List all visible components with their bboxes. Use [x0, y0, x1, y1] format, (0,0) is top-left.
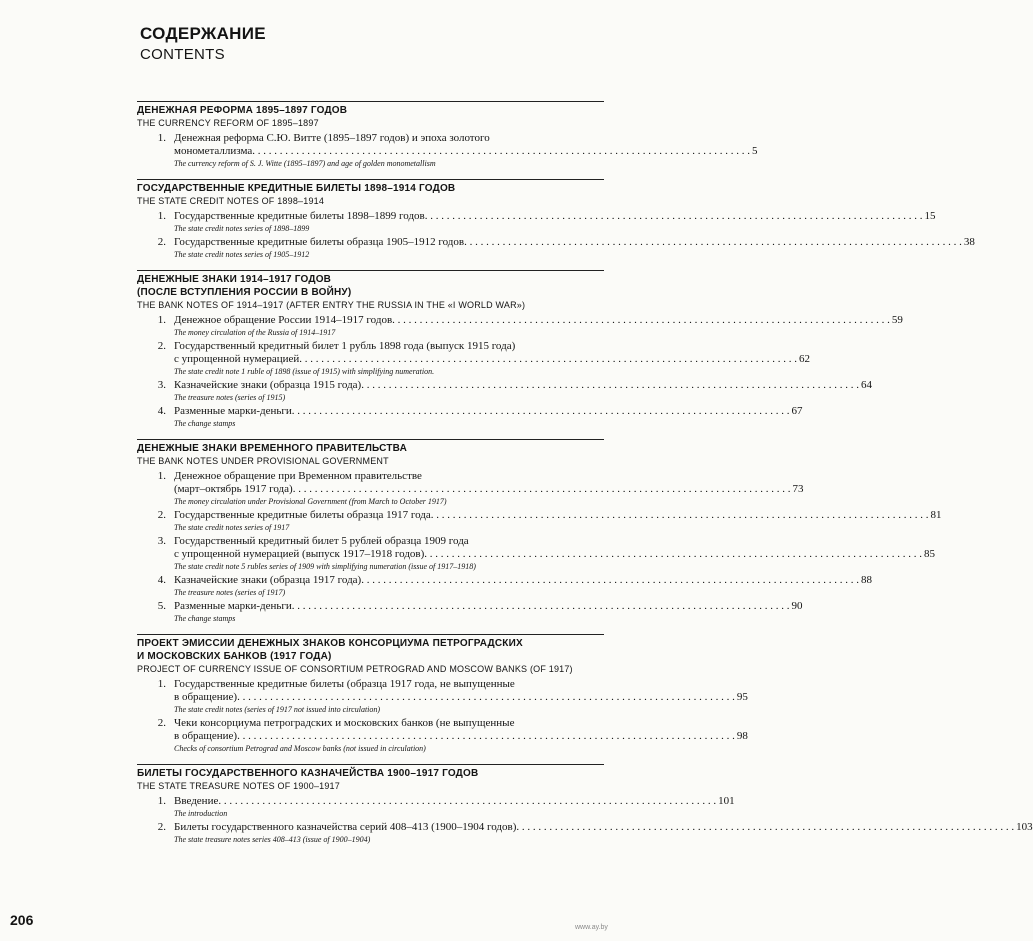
- entry-number: 3.: [157, 379, 166, 391]
- entry-title-en: The currency reform of S. J. Witte (1895–1897) and age of golden monometallism: [174, 159, 436, 168]
- toc-entry[interactable]: [137, 470, 804, 507]
- toc-section: [137, 179, 975, 260]
- dot-leader: [361, 379, 859, 392]
- entry-title-line1: Денежное обращение при Временном правительстве: [174, 470, 422, 482]
- entry-title: с упрощенной нумерацией: [174, 353, 300, 365]
- entry-title-en: The state credit note 1 ruble of 1898 (issue of 1915) with simplifying numeration.: [174, 367, 435, 376]
- watermark: www.ay.by: [575, 924, 608, 931]
- toc-entry[interactable]: [137, 717, 748, 754]
- entry-title-en: The state treasure notes series 408–413 (issue of 1900–1904): [174, 835, 371, 844]
- entry-title: в обращение): [174, 691, 238, 703]
- section-header: [137, 270, 604, 311]
- toc-entry[interactable]: [137, 795, 735, 819]
- section-title-ru: ДЕНЕЖНАЯ РЕФОРМА 1895–1897 ГОДОВ: [137, 105, 348, 116]
- entry-title-line1: Государственный кредитный билет 5 рублей образца 1909 года: [174, 535, 469, 547]
- section-title-en: PROJECT OF CURRENCY ISSUE OF CONSORTIUM PETROGRAD AND MOSCOW BANKS (OF 1917): [137, 664, 573, 674]
- page-title: СОДЕРЖАНИЕ: [140, 24, 266, 43]
- entry-title-en: The introduction: [174, 809, 228, 818]
- entry-page-number: 81: [930, 509, 942, 521]
- page-subtitle: CONTENTS: [140, 46, 225, 63]
- entry-title-en: The state credit notes series of 1905–1912: [174, 250, 310, 259]
- section-title-ru: БИЛЕТЫ ГОСУДАРСТВЕННОГО КАЗНАЧЕЙСТВА 1900–1917 ГОДОВ: [137, 768, 479, 779]
- dot-leader: [252, 145, 750, 158]
- section-title-en: THE BANK NOTES UNDER PROVISIONAL GOVERNMENT: [137, 456, 389, 466]
- entry-number: 5.: [157, 600, 166, 612]
- entry-page-number: 67: [791, 405, 803, 417]
- entry-page-number: 59: [891, 314, 903, 326]
- entry-title-en: Checks of consortium Petrograd and Moscow banks (not issued in circulation): [174, 744, 426, 753]
- toc-section: [137, 270, 903, 429]
- entry-page-number: 101: [718, 795, 735, 807]
- dot-leader: [464, 236, 962, 249]
- section-title-ru-line2: (ПОСЛЕ ВСТУПЛЕНИЯ РОССИИ В ВОЙНУ): [137, 287, 352, 298]
- section-title-en: THE CURRENCY REFORM OF 1895–1897: [137, 118, 319, 128]
- toc-entry[interactable]: [137, 574, 872, 598]
- section-header: [137, 101, 604, 129]
- toc-entry[interactable]: [137, 314, 903, 338]
- page-number: 206: [10, 912, 34, 928]
- toc-entry[interactable]: [137, 236, 975, 260]
- entry-title: Государственные кредитные билеты образца 1917 года: [174, 509, 431, 521]
- entry-title-en: The money circulation under Provisional Government (from March to October 1917): [174, 497, 447, 506]
- entry-title-line1: Чеки консорциума петроградских и московских банков (не выпущенные: [174, 717, 515, 729]
- entry-number: 2.: [157, 236, 166, 248]
- entry-title: (март–октябрь 1917 года): [174, 483, 293, 495]
- entry-number: 1.: [157, 314, 166, 326]
- entry-number: 1.: [157, 795, 166, 807]
- section-header: [137, 439, 604, 467]
- dot-leader: [292, 405, 790, 418]
- dot-leader: [392, 314, 890, 327]
- entry-title-line1: Государственные кредитные билеты (образца 1917 года, не выпущенные: [174, 678, 515, 690]
- dot-leader: [237, 691, 735, 704]
- toc-section: [137, 101, 758, 169]
- entry-page-number: 98: [736, 730, 748, 742]
- section-title-en: THE STATE TREASURE NOTES OF 1900–1917: [137, 781, 340, 791]
- entry-title: Введение: [174, 795, 219, 807]
- entry-title: с упрощенной нумерацией (выпуск 1917–1918 годов): [174, 548, 425, 560]
- entry-number: 1.: [157, 470, 166, 482]
- toc-entry[interactable]: [137, 405, 803, 429]
- section-title-en: THE BANK NOTES OF 1914–1917 (AFTER ENTRY THE RUSSIA IN THE «I WORLD WAR»): [137, 300, 526, 310]
- entry-title: Разменные марки-деньги: [174, 405, 292, 417]
- entry-title-en: The state credit notes series of 1917: [174, 523, 290, 532]
- toc-entry[interactable]: [137, 210, 936, 234]
- dot-leader: [218, 795, 716, 808]
- entry-page-number: 85: [924, 548, 936, 560]
- entry-title-line1: Государственный кредитный билет 1 рубль 1898 года (выпуск 1915 года): [174, 340, 516, 352]
- entry-page-number: 38: [963, 236, 975, 248]
- section-header: [137, 764, 604, 792]
- entry-title-line1: Денежная реформа С.Ю. Витте (1895–1897 годов) и эпоха золотого: [174, 132, 490, 144]
- section-title-en: THE STATE CREDIT NOTES OF 1898–1914: [137, 196, 325, 206]
- entry-page-number: 95: [736, 691, 748, 703]
- entry-number: 1.: [157, 210, 166, 222]
- toc-entry[interactable]: [137, 379, 872, 403]
- entry-title: Государственные кредитные билеты 1898–1899 годов: [174, 210, 425, 222]
- entry-number: 2.: [157, 717, 166, 729]
- section-title-ru-line2: И МОСКОВСКИХ БАНКОВ (1917 ГОДА): [137, 651, 332, 662]
- entry-number: 1.: [157, 678, 166, 690]
- toc-section: [137, 764, 1033, 845]
- entry-title: Билеты государственного казначейства серий 408–413 (1900–1904 годов): [174, 821, 517, 833]
- dot-leader: [516, 821, 1014, 834]
- entry-title-en: The state credit note 5 rubles series of 1909 with simplifying numeration (issue of 1917–1918): [174, 562, 476, 571]
- entry-page-number: 5: [751, 145, 758, 157]
- entry-title-en: The treasure notes (series of 1917): [174, 588, 286, 597]
- entry-page-number: 88: [860, 574, 872, 586]
- entry-title: Денежное обращение России 1914–1917 годов: [174, 314, 393, 326]
- dot-leader: [361, 574, 859, 587]
- dot-leader: [431, 509, 929, 522]
- toc-entry[interactable]: [137, 535, 936, 572]
- dot-leader: [299, 353, 797, 366]
- dot-leader: [292, 600, 790, 613]
- entry-title: Разменные марки-деньги: [174, 600, 292, 612]
- entry-title: Государственные кредитные билеты образца 1905–1912 годов: [174, 236, 465, 248]
- section-header: [137, 179, 604, 207]
- section-title-ru: ПРОЕКТ ЭМИССИИ ДЕНЕЖНЫХ ЗНАКОВ КОНСОРЦИУМА ПЕТРОГРАДСКИХ: [137, 638, 523, 649]
- dot-leader: [424, 548, 922, 561]
- entry-title: монометаллизма: [174, 145, 253, 157]
- toc-section: [137, 634, 748, 754]
- section-header: [137, 634, 604, 675]
- section-title-ru: ДЕНЕЖНЫЕ ЗНАКИ 1914–1917 ГОДОВ: [137, 274, 332, 285]
- dot-leader: [237, 730, 735, 743]
- entry-number: 4.: [157, 405, 166, 417]
- entry-title: Казначейские знаки (образца 1915 года): [174, 379, 362, 391]
- section-title-ru: ГОСУДАРСТВЕННЫЕ КРЕДИТНЫЕ БИЛЕТЫ 1898–1914 ГОДОВ: [137, 183, 456, 194]
- toc-entry[interactable]: [137, 132, 758, 169]
- entry-title-en: The state credit notes (series of 1917 not issued into circulation): [174, 705, 381, 714]
- table-of-contents: [137, 101, 1033, 855]
- toc-entry[interactable]: [137, 509, 942, 533]
- entry-title-en: The change stamps: [174, 419, 236, 428]
- entry-number: 4.: [157, 574, 166, 586]
- entry-number: 2.: [157, 821, 166, 833]
- toc-entry[interactable]: [137, 600, 803, 624]
- entry-page-number: 64: [860, 379, 872, 391]
- entry-title-en: The change stamps: [174, 614, 236, 623]
- dot-leader: [293, 483, 791, 496]
- toc-entry[interactable]: [137, 678, 748, 715]
- entry-title-en: The treasure notes (series of 1915): [174, 393, 286, 402]
- toc-entry[interactable]: [137, 340, 811, 377]
- section-title-ru: ДЕНЕЖНЫЕ ЗНАКИ ВРЕМЕННОГО ПРАВИТЕЛЬСТВА: [137, 443, 408, 454]
- entry-title: в обращение): [174, 730, 238, 742]
- entry-page-number: 103: [1016, 821, 1033, 833]
- toc-section: [137, 439, 942, 624]
- entry-number: 1.: [157, 132, 166, 144]
- entry-title-en: The state credit notes series of 1898–1899: [174, 224, 310, 233]
- entry-number: 2.: [157, 509, 166, 521]
- dot-leader: [425, 210, 923, 223]
- entry-page-number: 15: [924, 210, 936, 222]
- toc-entry[interactable]: [137, 821, 1033, 845]
- entry-title: Казначейские знаки (образца 1917 года): [174, 574, 362, 586]
- entry-number: 2.: [157, 340, 166, 352]
- entry-page-number: 62: [799, 353, 811, 365]
- entry-page-number: 73: [792, 483, 804, 495]
- entry-title-en: The money circulation of the Russia of 1914–1917: [174, 328, 336, 337]
- entry-number: 3.: [157, 535, 166, 547]
- entry-page-number: 90: [791, 600, 803, 612]
